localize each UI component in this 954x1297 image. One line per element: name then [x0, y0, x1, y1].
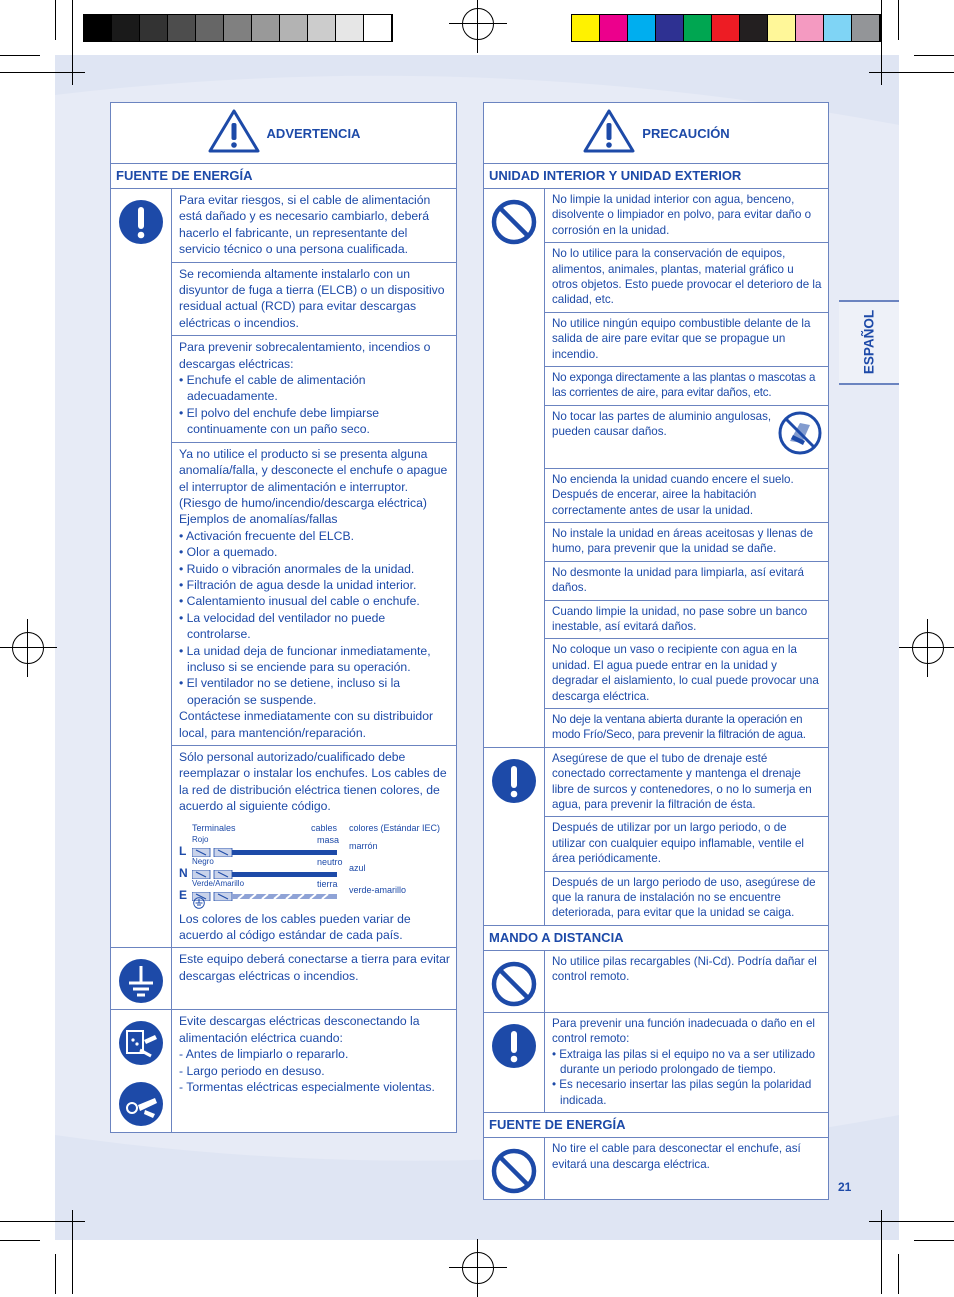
instruction-item: [172, 263, 456, 337]
color-swatch: [768, 15, 796, 41]
gray-swatch: [224, 15, 252, 41]
instruction-item: [545, 872, 828, 925]
warning-group: [484, 748, 828, 926]
instruction-text-block: [552, 954, 822, 985]
wiring-header-terminals: Terminales: [192, 822, 236, 833]
instruction-text: No tire el cable para desconectar el enchufe, así evitará una descarga eléctrica.: [552, 1142, 801, 1171]
instruction-item: [545, 709, 828, 747]
exclamation-icon: [118, 199, 164, 250]
section-heading: UNIDAD INTERIOR Y UNIDAD EXTERIOR: [484, 164, 828, 189]
group-icon-column: [484, 748, 545, 925]
gray-swatch: [196, 15, 224, 41]
instruction-text: No deje la ventana abierta durante la operación en modo Frío/Seco, para prevenir la filtración de agua.: [552, 712, 806, 742]
group-icon-column: [484, 1138, 545, 1199]
iec-color: marrón: [349, 840, 378, 851]
earth-symbol-icon: [193, 897, 205, 909]
instruction-text-block: [179, 192, 450, 258]
color-swatch: [740, 15, 768, 41]
warning-group: [484, 189, 828, 748]
warning-group: [111, 1010, 456, 1132]
instruction-text-block: [552, 642, 822, 704]
bullet-item: • El polvo del enchufe debe limpiarse continuamente con un paño seco.: [179, 405, 380, 437]
instruction-text-block: [552, 316, 822, 362]
section-heading: FUENTE DE ENERGÍA: [484, 1113, 828, 1138]
warning-triangle-icon: [207, 108, 261, 159]
instruction-text: Para evitar riesgos, si el cable de alimentación está dañado y es necesario cambiarlo, deberá hacerlo el fabricante, un representante del servicio técnico o una persona cualificada.: [179, 193, 431, 257]
cable-name: neutro: [317, 856, 343, 867]
exclamation-icon: [491, 758, 537, 809]
registration-mark-left: [12, 632, 44, 664]
instruction-text-block: [179, 266, 450, 332]
warning-panel: [110, 102, 457, 1133]
instruction-item: [172, 189, 456, 263]
instruction-item: [545, 601, 828, 640]
registration-mark-top: [462, 8, 494, 40]
instruction-item: [545, 1013, 828, 1112]
cable-name: tierra: [317, 878, 338, 889]
instruction-item: [545, 1138, 828, 1176]
instruction-text: No instale la unidad en áreas aceitosas y llenas de humo, para prevenir que la unidad se dañe.: [552, 526, 814, 556]
terminal-label: Negro: [192, 856, 214, 866]
instruction-text: No encienda la unidad cuando encere el suelo. Después de encerar, airee la habitación correctamente antes de usar la unidad.: [552, 472, 794, 517]
instruction-text-block: [179, 749, 450, 943]
gray-swatch: [252, 15, 280, 41]
warning-group: [111, 948, 456, 1010]
color-swatch: [600, 15, 628, 41]
color-swatch: [824, 15, 852, 41]
instruction-text-block: [552, 192, 822, 238]
no-touch-aluminium-icon: [778, 411, 822, 459]
instruction-text: Para prevenir sobrecalentamiento, incendios o descargas eléctricas:: [179, 340, 431, 371]
warning-title: ADVERTENCIA: [266, 125, 361, 141]
wire-l: [192, 845, 337, 854]
gray-swatch: [308, 15, 336, 41]
language-tab-label: ESPAÑOL: [861, 309, 877, 375]
section-heading: FUENTE DE ENERGÍA: [111, 164, 456, 189]
gray-swatch: [84, 15, 112, 41]
color-swatch: [796, 15, 824, 41]
instruction-item: [172, 746, 456, 947]
instruction-text-block: [552, 751, 822, 813]
bullet-item: • El ventilador no se detiene, incluso si la operación se suspende.: [179, 676, 401, 707]
group-items: [545, 1013, 828, 1112]
wire-n: [192, 867, 337, 876]
instruction-item: [545, 469, 828, 523]
registration-mark-right: [912, 632, 944, 664]
bullet-item: • La unidad deja de funcionar inmediatamente, incluso si se enciende para su operación.: [179, 643, 431, 674]
iec-color: azul: [349, 862, 366, 873]
gray-swatch: [112, 15, 140, 41]
color-swatch: [656, 15, 684, 41]
warning-group: [484, 951, 828, 1013]
instruction-text: Se recomienda altamente instalarlo con un disyuntor de fuga a tierra (ELCB) o un dispositivo residual actual (RCD) para evitar descargas eléctricas o incendios.: [179, 266, 445, 330]
warning-header: [111, 103, 456, 164]
group-icon-column: [111, 948, 172, 1009]
instruction-text: Este equipo deberá conectarse a tierra para evitar descargas eléctricas o incendios.: [179, 952, 450, 983]
group-icon-column: [484, 189, 545, 747]
group-items: [545, 951, 828, 1012]
instruction-text-block: [552, 526, 822, 557]
instruction-text-block: [552, 409, 778, 464]
caution-body: [484, 164, 828, 1199]
process-color-bar: [571, 14, 881, 42]
color-swatch: [852, 15, 880, 41]
instruction-text: No exponga directamente a las plantas o mascotas a las corrientes de aire, para evitar daños, etc.: [552, 371, 816, 400]
group-items: [545, 189, 828, 747]
gray-swatch: [280, 15, 308, 41]
wiring-header-cables: cables: [311, 822, 338, 833]
instruction-item: [172, 948, 456, 988]
instruction-text-block: [179, 1013, 450, 1095]
caution-panel: [483, 102, 829, 1200]
instruction-item: [172, 1010, 456, 1099]
instruction-text: Contáctese inmediatamente con su distribuidor local, para mantención/reparación.: [179, 709, 434, 740]
instruction-text-block: [179, 339, 450, 437]
bullet-item: • Activación frecuente del ELCB.: [179, 528, 354, 543]
prohibited-icon: [491, 1148, 537, 1199]
terminal-letter: N: [179, 865, 188, 880]
ground-icon: [118, 958, 164, 1009]
instruction-item: [545, 243, 828, 313]
caution-header: [484, 103, 828, 164]
instruction-text-block: [552, 712, 822, 743]
instruction-text: (Riesgo de humo/incendio/descarga eléctrica): [179, 495, 427, 510]
warning-group: [484, 1138, 828, 1199]
group-icon-column: [111, 189, 172, 947]
instruction-text-block: [552, 820, 822, 866]
instruction-text: Ya no utilice el producto si se presenta alguna anomalía/falla, y desconecte el enchufe o apague el interruptor de alimentación e interruptor.: [179, 446, 448, 494]
warning-group: [484, 1013, 828, 1113]
instruction-text: No limpie la unidad interior con agua, benceno, disolvente o limpiador en polvo, para evitar daño o corrosión en la unidad.: [552, 193, 812, 237]
instruction-text: - Largo periodo en desuso.: [179, 1063, 325, 1078]
terminal-label: Rojo: [192, 834, 209, 844]
instruction-text-block: [552, 370, 822, 401]
instruction-item: [172, 336, 456, 442]
color-swatch: [572, 15, 600, 41]
caution-title: PRECAUCIÓN: [642, 125, 730, 141]
group-items: [172, 948, 456, 1009]
gray-swatch: [168, 15, 196, 41]
bullet-item: • Calentamiento inusual del cable o enchufe.: [179, 594, 420, 609]
instruction-item: [545, 406, 828, 469]
bullet-item: • Filtración de agua desde la unidad interior.: [179, 577, 417, 592]
page-number: 21: [838, 1180, 852, 1194]
wiring-table: [179, 819, 450, 911]
instruction-text: No desmonte la unidad para limpiarla, así evitará daños.: [552, 565, 804, 595]
instruction-text: Sólo personal autorizado/cualificado debe reemplazar o instalar los enchufes. Los cables de la red de distribución eléctrica tienen colores, de acuerdo al siguiente código.: [179, 750, 447, 814]
color-swatch: [628, 15, 656, 41]
group-items: [172, 1010, 456, 1132]
caution-triangle-icon: [582, 108, 636, 159]
instruction-text-block: [552, 875, 822, 921]
exclamation-icon: [491, 1023, 537, 1074]
prohibited-icon: [491, 199, 537, 250]
wire-e: [192, 889, 337, 898]
iec-color: verde-amarillo: [349, 884, 407, 895]
gray-swatch: [140, 15, 168, 41]
group-items: [172, 189, 456, 947]
instruction-text-block: [552, 1016, 822, 1108]
instruction-item: [545, 313, 828, 367]
gray-swatch: [336, 15, 364, 41]
instruction-text: Los colores de los cables pueden variar de acuerdo al código estándar de cada país.: [179, 911, 411, 943]
instruction-text-block: [552, 1141, 822, 1172]
warning-body: [111, 164, 456, 1132]
group-icon-column: [484, 1013, 545, 1112]
gray-swatch: [364, 15, 392, 41]
instruction-text: - Tormentas eléctricas especialmente violentas.: [179, 1080, 435, 1095]
instruction-text-block: [179, 951, 450, 984]
instruction-text: No utilice pilas recargables (Ni-Cd). Podría dañar el control remoto.: [552, 954, 817, 984]
bullet-item: • Ruido o vibración anormales de la unidad.: [179, 561, 415, 576]
instruction-text: - Antes de limpiarlo o repararlo.: [179, 1047, 349, 1062]
instruction-item: [545, 562, 828, 601]
instruction-text-block: [552, 472, 822, 518]
instruction-text: Después de utilizar por un largo periodo, o de utilizar con cualquier equipo inflamable, ventile el área periódicamente.: [552, 821, 804, 866]
bullet-item: • Enchufe el cable de alimentación adecuadamente.: [179, 373, 366, 404]
instruction-item: [545, 817, 828, 871]
color-swatch: [684, 15, 712, 41]
instruction-text: Para prevenir una función inadecuada o daño en el control remoto:: [552, 1016, 815, 1046]
instruction-text: Evite descargas eléctricas desconectando la alimentación eléctrica cuando:: [179, 1014, 420, 1045]
warning-group: [111, 189, 456, 948]
instruction-text-block: [552, 604, 822, 635]
prohibited-icon: [491, 961, 537, 1012]
instruction-text: No utilice ningún equipo combustible delante de la salida de aire pare evitar que se propague un incendio.: [552, 316, 811, 361]
instruction-text: No coloque un vaso o recipiente con agua en la unidad. El agua puede entrar en la unidad y degradar el aislamiento, lo cual puede provocar una descarga eléctrica.: [552, 643, 819, 703]
section-heading: MANDO A DISTANCIA: [484, 926, 828, 951]
wiring-header-colors: colores (Estándar IEC): [349, 822, 441, 833]
language-tab: [839, 300, 899, 385]
group-items: [545, 748, 828, 925]
instruction-text: Asegúrese de que el tubo de drenaje esté conectado correctamente y mantenga el drenaje libre de surcos y contenedores, o no lo sumerja en agua, para prevenir la filtración de ésta.: [552, 751, 812, 811]
bullet-item: • Es necesario insertar las pilas según la polaridad indicada.: [552, 1078, 812, 1107]
instruction-item: [545, 748, 828, 818]
instruction-text-block: [179, 446, 450, 741]
bullet-item: • Extraiga las pilas si el equipo no va a ser utilizado durante un periodo prolongado de tiempo.: [552, 1047, 816, 1077]
bullet-item: • Olor a quemado.: [179, 545, 278, 560]
group-icon-column: [111, 1010, 172, 1132]
instruction-text: Cuando limpie la unidad, no pase sobre un banco inestable, así evitará daños.: [552, 604, 808, 633]
registration-mark-bottom: [462, 1252, 494, 1284]
instruction-text: Ejemplos de anomalías/fallas: [179, 512, 338, 527]
terminal-label: Verde/Amarillo: [192, 878, 245, 888]
instruction-text-block: [552, 565, 822, 596]
instruction-item: [545, 523, 828, 562]
color-swatch: [712, 15, 740, 41]
gray-color-bar: [83, 14, 393, 42]
instruction-text: No tocar las partes de aluminio angulosas, pueden causar daños.: [552, 409, 772, 439]
bullet-item: • La velocidad del ventilador no puede controlarse.: [179, 610, 386, 642]
instruction-item: [545, 639, 828, 709]
unplug-icon: [118, 1020, 164, 1071]
group-icon-column: [484, 951, 545, 1012]
switch-off-icon: [118, 1081, 164, 1132]
group-items: [545, 1138, 828, 1199]
instruction-text: No lo utilice para la conservación de equipos, alimentos, animales, plantas, material gráfico u otros objetos. Esto puede provocar el deterioro de la calidad, etc.: [552, 247, 822, 307]
cable-name: masa: [317, 834, 340, 845]
instruction-item: [545, 367, 828, 406]
instruction-item: [545, 951, 828, 989]
instruction-text-block: [552, 246, 822, 308]
terminal-letter: L: [179, 843, 187, 858]
instruction-item: [545, 189, 828, 243]
instruction-item: [172, 443, 456, 746]
instruction-text: Después de un largo periodo de uso, asegúrese de que la ranura de instalación no se encuentre deteriorada, para evitar que la unidad se caiga.: [552, 875, 816, 920]
terminal-letter: E: [179, 887, 188, 902]
